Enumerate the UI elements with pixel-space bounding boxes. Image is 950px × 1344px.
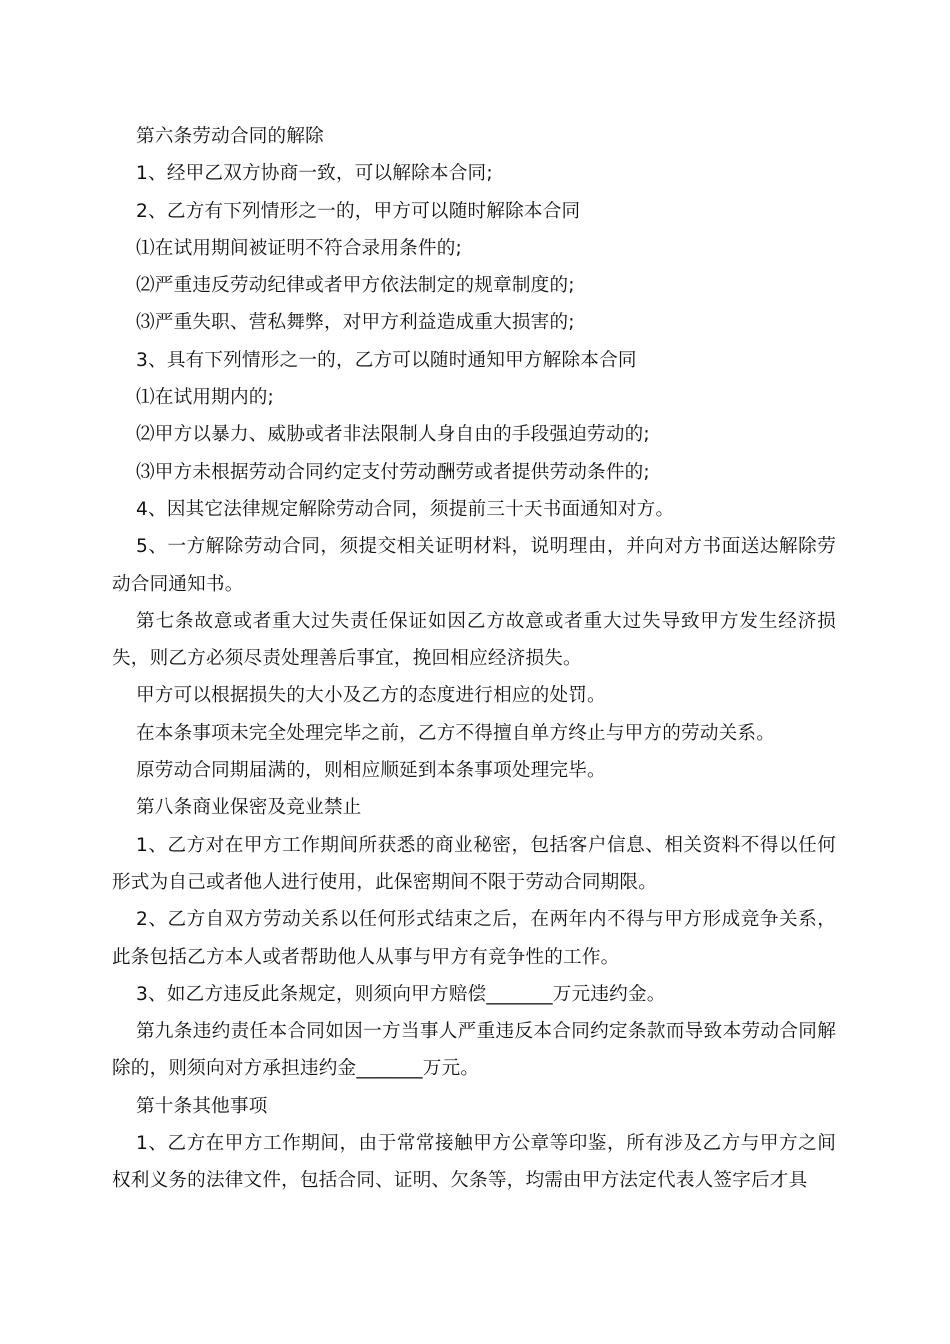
paragraph: 在本条事项未完全处理完毕之前，乙方不得擅自单方终止与甲方的劳动关系。	[136, 722, 775, 744]
paragraph: 3、如乙方违反此条规定，则须向甲方赔偿_______万元违约金。	[136, 983, 666, 1005]
article-6-heading: 第六条劳动合同的解除	[136, 126, 324, 147]
paragraph: 2、乙方自双方劳动关系以任何形式结束之后，在两年内不得与甲方形成竞争关系，此条包括乙方本人或者帮助他人从事与甲方有竞争性的工作。	[112, 909, 836, 968]
document-body	[112, 118, 836, 1200]
article-7-paragraph: 第七条故意或者重大过失责任保证如因乙方故意或者重大过失导致甲方发生经济损失，则乙方必须尽责处理善后事宜，挽回相应经济损失。	[112, 610, 836, 670]
article-8-heading: 第八条商业保密及竞业禁止	[136, 797, 362, 819]
article-9-paragraph: 第九条违约责任本合同如因一方当事人严重违反本合同约定条款而导致本劳动合同解除的，则须向对方承担违约金_______万元。	[112, 1021, 836, 1080]
paragraph: 4、因其它法律规定解除劳动合同，须提前三十天书面通知对方。	[136, 498, 675, 520]
paragraph: ⑶严重失职、营私舞弊，对甲方利益造成重大损害的;	[136, 312, 575, 334]
paragraph: ⑴在试用期间被证明不符合录用条件的;	[136, 237, 462, 259]
article-10-heading: 第十条其他事项	[136, 1095, 268, 1117]
paragraph: ⑴在试用期内的;	[136, 387, 275, 409]
paragraph: 甲方可以根据损失的大小及乙方的态度进行相应的处罚。	[136, 685, 606, 707]
paragraph: 5、一方解除劳动合同，须提交相关证明材料，说明理由，并向对方书面送达解除劳动合同通知书。	[112, 536, 836, 595]
paragraph: ⑵甲方以暴力、威胁或者非法限制人身自由的手段强迫劳动的;	[136, 424, 650, 446]
paragraph: 1、经甲乙双方协商一致，可以解除本合同;	[136, 163, 493, 185]
paragraph: ⑶甲方未根据劳动合同约定支付劳动酬劳或者提供劳动条件的;	[136, 461, 650, 483]
paragraph: 2、乙方有下列情形之一的，甲方可以随时解除本合同	[136, 200, 581, 222]
paragraph: 1、乙方在甲方工作期间，由于常常接触甲方公章等印鉴，所有涉及乙方与甲方之间权利义务的法律文件，包括合同、证明、欠条等，均需由甲方法定代表人签字后才具	[112, 1133, 836, 1192]
paragraph: 原劳动合同期届满的，则相应顺延到本条事项处理完毕。	[136, 760, 606, 782]
paragraph: 1、乙方对在甲方工作期间所获悉的商业秘密，包括客户信息、相关资料不得以任何形式为自己或者他人进行使用，此保密期间不限于劳动合同期限。	[112, 834, 836, 893]
paragraph: ⑵严重违反劳动纪律或者甲方依法制定的规章制度的;	[136, 275, 575, 297]
paragraph: 3、具有下列情形之一的，乙方可以随时通知甲方解除本合同	[136, 349, 637, 371]
